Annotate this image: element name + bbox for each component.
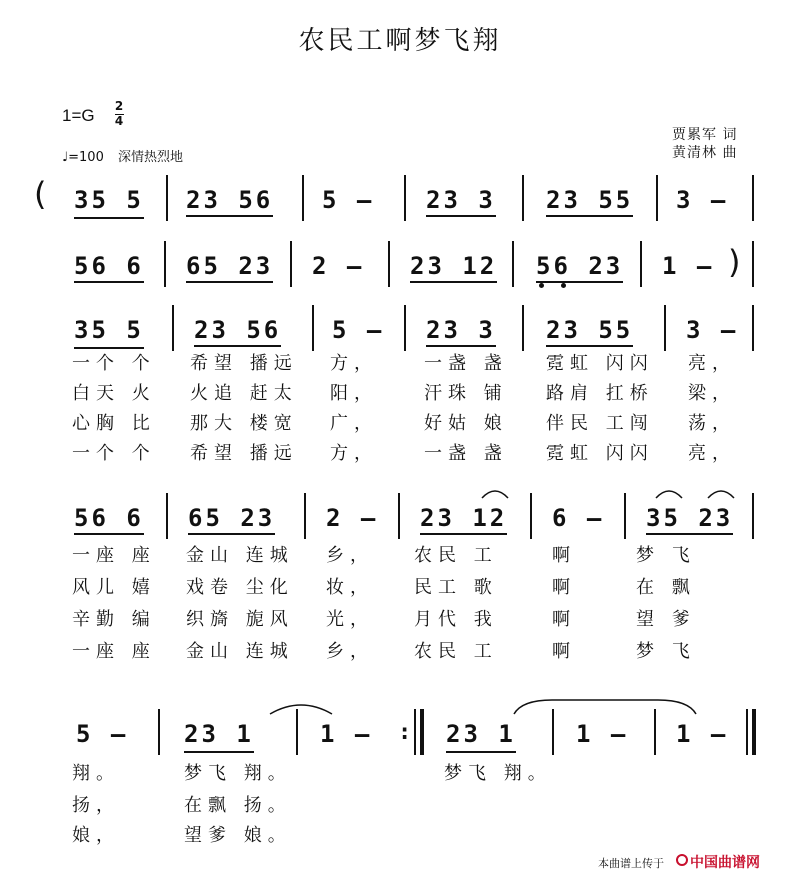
tie (268, 700, 334, 716)
note-group: 65 23 (186, 254, 273, 283)
lyric-cell: 啊 (552, 545, 576, 566)
note-group: 3 – (686, 316, 739, 344)
final-bar-thin (746, 709, 748, 755)
lyric-cell: 光， (326, 609, 374, 630)
bar-line (398, 493, 400, 539)
lyric-cell: 望爹 娘。 (184, 825, 292, 846)
slur (654, 486, 684, 500)
bar-line (304, 493, 306, 539)
time-sig-top: 2 (114, 99, 124, 113)
note-group: 23 56 (186, 188, 273, 217)
bar-line (640, 241, 642, 287)
lyric-cell: 伴民 工闯 (546, 413, 654, 434)
lyric-cell: 梦 飞 (636, 545, 696, 566)
note-group: 23 12 (410, 254, 497, 283)
lyric-cell: 广， (330, 413, 378, 434)
bar-line (166, 175, 168, 221)
note-group: 2 – (312, 252, 365, 280)
note-group: 2 – (326, 504, 379, 532)
note-group: 65 23 (188, 506, 275, 535)
lyric-cell: 啊 (552, 577, 576, 598)
site-logo[interactable]: 中国曲谱网 (690, 855, 760, 871)
bar-line (522, 305, 524, 351)
note-group: 23 56 (194, 318, 281, 347)
lyric-cell: 一个 个 (72, 353, 156, 374)
bar-line (158, 709, 160, 755)
lyric-cell: 织旖 旎风 (186, 609, 294, 630)
note-group: 56 6 (74, 254, 144, 283)
lyric-cell: 妆， (326, 577, 374, 598)
lyric-cell: 阳， (330, 383, 378, 404)
lyric-cell: 汗珠 铺 (424, 383, 508, 404)
lyric-cell: 梦飞 翔。 (184, 763, 292, 784)
tie (512, 698, 698, 716)
time-signature (114, 100, 124, 128)
slur (480, 486, 510, 500)
bar-line (530, 493, 532, 539)
lyric-cell: 农民 工 (414, 545, 498, 566)
lyric-cell: 那大 楼宽 (190, 413, 298, 434)
bar-line (166, 493, 168, 539)
note-group: 23 55 (546, 318, 633, 347)
lyric-cell: 民工 歌 (414, 577, 498, 598)
lyric-cell: 白天 火 (72, 383, 156, 404)
lyric-cell: 方， (330, 443, 378, 464)
final-bar-thick (752, 709, 756, 755)
note-group: 56 6 (74, 506, 144, 535)
lyric-cell: 在 飘 (636, 577, 696, 598)
repeat-bar-thick (420, 709, 424, 755)
lyric-cell: 戏卷 尘化 (186, 577, 294, 598)
bar-line (656, 175, 658, 221)
note-group: 1 – (676, 720, 729, 748)
lyric-cell: 一座 座 (72, 641, 156, 662)
lyric-cell: 啊 (552, 609, 576, 630)
upload-note: 本曲谱上传于 (598, 857, 664, 870)
lyric-cell: 月代 我 (414, 609, 498, 630)
lyric-cell: 路肩 扛桥 (546, 383, 654, 404)
lyric-cell: 农民 工 (414, 641, 498, 662)
expression-text: 深情热烈地 (117, 150, 183, 165)
bar-line (752, 175, 754, 221)
note-group: 35 5 (74, 188, 144, 212)
bar-line (172, 305, 174, 351)
lyric-cell: 乡， (326, 641, 374, 662)
page-title: 农民工啊梦飞翔 (298, 26, 502, 56)
bar-line (388, 241, 390, 287)
lyric-cell: 啊 (552, 641, 576, 662)
lyric-cell: 娘， (72, 825, 120, 846)
note-group: 23 3 (426, 188, 496, 217)
note-group: 23 1 (184, 722, 254, 746)
note-group: 1 – (662, 252, 715, 280)
repeat-dots: : (398, 720, 415, 745)
intro-open-paren: ( (34, 175, 47, 213)
lyric-cell: 望 爹 (636, 609, 696, 630)
low-octave-dot (561, 283, 566, 288)
note-group: 35 23 (646, 506, 733, 535)
slur (706, 486, 736, 500)
bar-line (522, 175, 524, 221)
bar-line (404, 175, 406, 221)
lyric-cell: 一盏 盏 (424, 443, 508, 464)
lyric-cell: 一个 个 (72, 443, 156, 464)
low-octave-dot (539, 283, 544, 288)
repeat-bar-thin (414, 709, 416, 755)
bar-line (752, 241, 754, 287)
bar-line (654, 709, 656, 755)
bar-line (164, 241, 166, 287)
note-group: 5 – (332, 316, 385, 344)
note-group: 23 55 (546, 188, 633, 217)
lyric-cell: 霓虹 闪闪 (546, 353, 654, 374)
composer-credit: 黄清林 曲 (672, 145, 738, 161)
lyric-cell: 梁， (688, 383, 736, 404)
lyric-cell: 风儿 嬉 (72, 577, 156, 598)
lyric-cell: 梦飞 翔。 (444, 763, 552, 784)
bar-line (302, 175, 304, 221)
lyric-cell: 好姑 娘 (424, 413, 508, 434)
bar-line (664, 305, 666, 351)
tempo-marking (62, 146, 183, 165)
lyric-cell: 霓虹 闪闪 (546, 443, 654, 464)
lyric-cell: 梦 飞 (636, 641, 696, 662)
lyric-cell: 扬， (72, 795, 120, 816)
lyric-cell: 辛勤 编 (72, 609, 156, 630)
note-group: 23 12 (420, 506, 507, 535)
lyric-cell: 金山 连城 (186, 641, 294, 662)
note-group: 35 5 (74, 318, 144, 342)
bar-line (624, 493, 626, 539)
bar-line (752, 493, 754, 539)
key-signature: 1=G (62, 106, 95, 125)
bar-line (296, 709, 298, 755)
bar-line (312, 305, 314, 351)
lyric-cell: 翔。 (72, 763, 120, 784)
lyric-cell: 在飘 扬。 (184, 795, 292, 816)
bar-line (552, 709, 554, 755)
lyric-cell: 金山 连城 (186, 545, 294, 566)
note-group: 23 1 (446, 722, 516, 746)
bar-line (404, 305, 406, 351)
lyric-cell: 希望 播远 (190, 443, 298, 464)
lyric-cell: 乡， (326, 545, 374, 566)
site-logo-icon (676, 854, 688, 866)
time-sig-bottom: 4 (114, 114, 124, 128)
note-group: 23 3 (426, 318, 496, 347)
note-group: 3 – (676, 186, 729, 214)
lyric-cell: 一座 座 (72, 545, 156, 566)
note-group: 6 – (552, 504, 605, 532)
bar-line (512, 241, 514, 287)
lyric-cell: 荡， (688, 413, 736, 434)
intro-close-paren: ) (728, 243, 741, 281)
lyric-cell: 火追 赶太 (190, 383, 298, 404)
note-group: 1 – (320, 720, 373, 748)
note-group: 5 – (76, 720, 129, 748)
bar-line (752, 305, 754, 351)
lyric-cell: 希望 播远 (190, 353, 298, 374)
lyricist-credit: 贾累军 词 (672, 127, 738, 143)
lyric-cell: 亮， (688, 353, 736, 374)
lyric-cell: 方， (330, 353, 378, 374)
lyric-cell: 一盏 盏 (424, 353, 508, 374)
note-group: 1 – (576, 720, 629, 748)
note-group: 5 – (322, 186, 375, 214)
tempo-value: ♩=100 (62, 150, 104, 165)
lyric-cell: 亮， (688, 443, 736, 464)
bar-line (290, 241, 292, 287)
note-group: 56 23 (536, 254, 623, 283)
lyric-cell: 心胸 比 (72, 413, 156, 434)
